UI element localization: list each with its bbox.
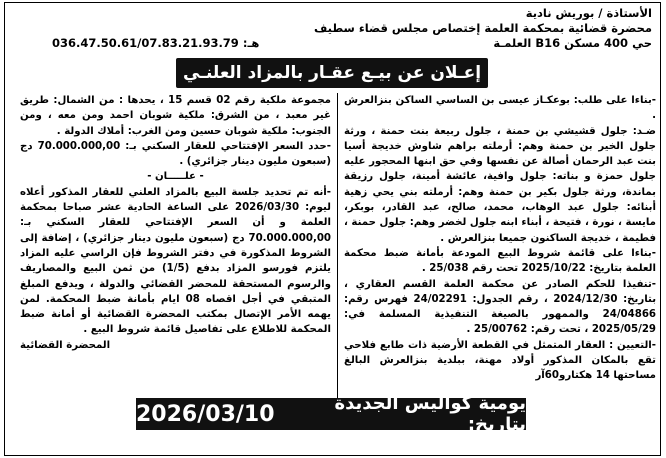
phone-numbers: 036.47.50.61/07.83.21.93.79 (52, 36, 239, 50)
left-column (20, 93, 338, 400)
session-paragraph: -أنه تم تحديد جلسة البيع بالمزاد العلني للعقار المذكور أعلاه ليوم: 2026/03/30 على الساعة الحادية عشر صباحا بمحكمة العلمة و أن السعر الإفتتاحي للعقار السكني بـ: 70.000.000,00 دج (سبعون مليون دينار جزائري) ، إضافة إلى الشروط المذكورة في دفتر الشروط فإن الراسي عليه المزاد يلتزم فورسو المزاد بدفع (1/5) من ثمن البيع والمصاريف والرسوم المستحقة للمحضر القضائي والدولة ، ويدفع المبلغ المتبقي في أجل اقصاه 08 ايام بأمانة ضبط المحكمة. لمن يهمه الأمر الإتصال بمكتب المحضرة القضائية أو أمانة ضبط المحكمة للاطلاع على تفاصيل قائمة شروط البيع . (20, 186, 332, 336)
contact-line (52, 36, 652, 51)
announcement-separator: - علـــــان - (147, 171, 204, 183)
price-paragraph: -حدد السعر الإفتتاحي للعقار السكني بـ: 70.000.000,00 دج (سبعون مليون دينار جزائري) . (20, 140, 331, 168)
judgment-paragraph: -تنفيذا للحكم الصادر عن محكمة العلمة القسم العقاري ، بتاريخ: 2024/12/30 ، رقم الجدول: 24/02291 فهرس رقم: 24/04866 والممهور بالصيغة التنفيذية المسلمة في: 2025/05/29 ، تحت رقم: 25/00762 . (344, 278, 656, 336)
notary-address: حي 400 مسكن B16 العلمـة (493, 36, 652, 50)
notice-title: إعـلان عن بيـع عقـار بالمزاد العلنـي (182, 63, 482, 83)
notice-body (10, 93, 656, 400)
right-column (338, 93, 656, 400)
signature: المحضرة القضائية (20, 339, 111, 351)
notice-header (52, 6, 652, 51)
phone-label: هـ: (242, 36, 260, 50)
conditions-paragraph: -بناءا على قائمة شروط البيع المودعة بأمانة ضبط محكمة العلمة بتاريخ: 2025/10/22 تحت رقم 25/038 . (344, 247, 656, 275)
publication-name: يومية كواليس الجديدة بتاريخ: (334, 393, 526, 435)
notice-title-banner (176, 58, 488, 88)
notary-office: محضرة قضائية بمحكمة العلمة إختصاص مجلس قضاء سطيف (313, 21, 652, 35)
notary-name: الأستاذة / بوريش نادية (525, 6, 652, 20)
boundaries-paragraph: مجموعة ملكية رقم 02 قسم 15 ، يحدها : من الشمال: طريق غير معبد ، من الشرق: ملكية شوبان احمد ومن معه ، ومن الجنوب: ملكية شوبان حسين ومن الغرب: أملاك الدولة . (20, 95, 331, 137)
applicant-paragraph: -بناءا على طلب: بوعكـاز عيسى بن الساسي الساكن بنزالعرش . (344, 95, 656, 122)
property-paragraph: -التعيين : العقار المتمثل في القطعة الأرضية ذات طابع فلاحي تقع بالمكان المذكور أولاد مهنة، ببلدية بنزالعرش البالغ مساحتها 14 هكتارو60آر (344, 339, 656, 382)
publication-footer (136, 393, 526, 435)
defendants-paragraph: ضـد: جلول قشيشي بن حمنة ، جلول ربيعة بنت حمنة ، ورثة جلول الخير بن حمنة وهم: أرملته براهم شاوش خديجة أسيا بنت عبد الرحمان أصالة عن نفسها وفي حق ابنها المحجور عليه جلول حمزة و بناته: جلول وافية، عائشة أمينة، جلول رزيقة بماندة، ورثة جلول بكير بن حمنة وهم: أرملته بني يحي زهية أبنائه: جلول عبد الوهاب، محمد، صالح، عبد القادر، بوبكر، مايسة ، نورة ، فتيحة ، أبناء ابنه جلول لخضر وهم: جلول حمنة ، فطيمة ، خديجة الساكنون جميعا بنزالعرش . (344, 125, 656, 244)
publication-date: 2026/03/10 (136, 401, 275, 427)
phone-block (52, 36, 259, 51)
